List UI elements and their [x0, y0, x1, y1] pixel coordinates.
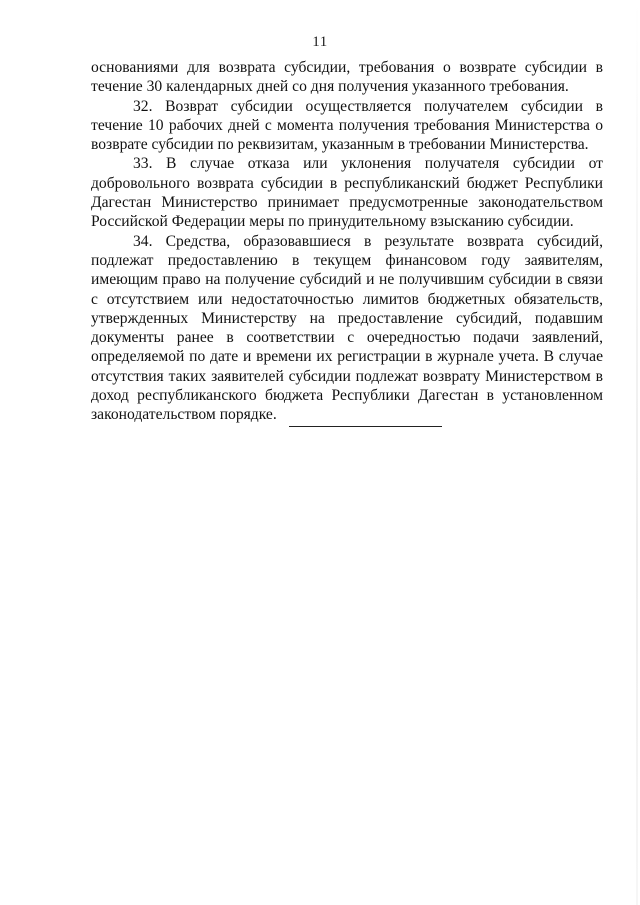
document-body	[91, 58, 603, 425]
scan-edge-shadow	[636, 0, 638, 905]
paragraph-34: 34. Средства, образовавшиеся в результате возврата субсидий, подлежат предоставлению в текущем финансовом году заявителям, имеющим право на получение субсидий и не получившим субсидии в связи с отсутствием или недостаточностью лимитов бюджетных обязательств, утвержденных Министерству на предоставление субсидий, подавшим документы ранее в соответствии с очередностью подачи заявлений, определяемой по дате и времени их регистрации в журнале учета. В случае отсутствия таких заявителей субсидии подлежат возврату Министерством в доход республиканского бюджета Республики Дагестан в установленном законодательством порядке.	[91, 232, 603, 424]
paragraph-33: 33. В случае отказа или уклонения получателя субсидии от добровольного возврата субсидии в республиканский бюджет Республики Дагестан Министерство принимает предусмотренные законодательством Российской Федерации меры по принудительному взысканию субсидии.	[91, 155, 603, 231]
end-separator-line	[289, 426, 442, 427]
paragraph-continuation: основаниями для возврата субсидии, требования о возврате субсидии в течение 30 календарных дней со дня получения указанного требования.	[91, 59, 603, 96]
paragraph-32: 32. Возврат субсидии осуществляется получателем субсидии в течение 10 рабочих дней с момента получения требования Министерства о возврате субсидии по реквизитам, указанным в требовании Министерства.	[91, 97, 603, 154]
page-number: 11	[312, 34, 328, 50]
